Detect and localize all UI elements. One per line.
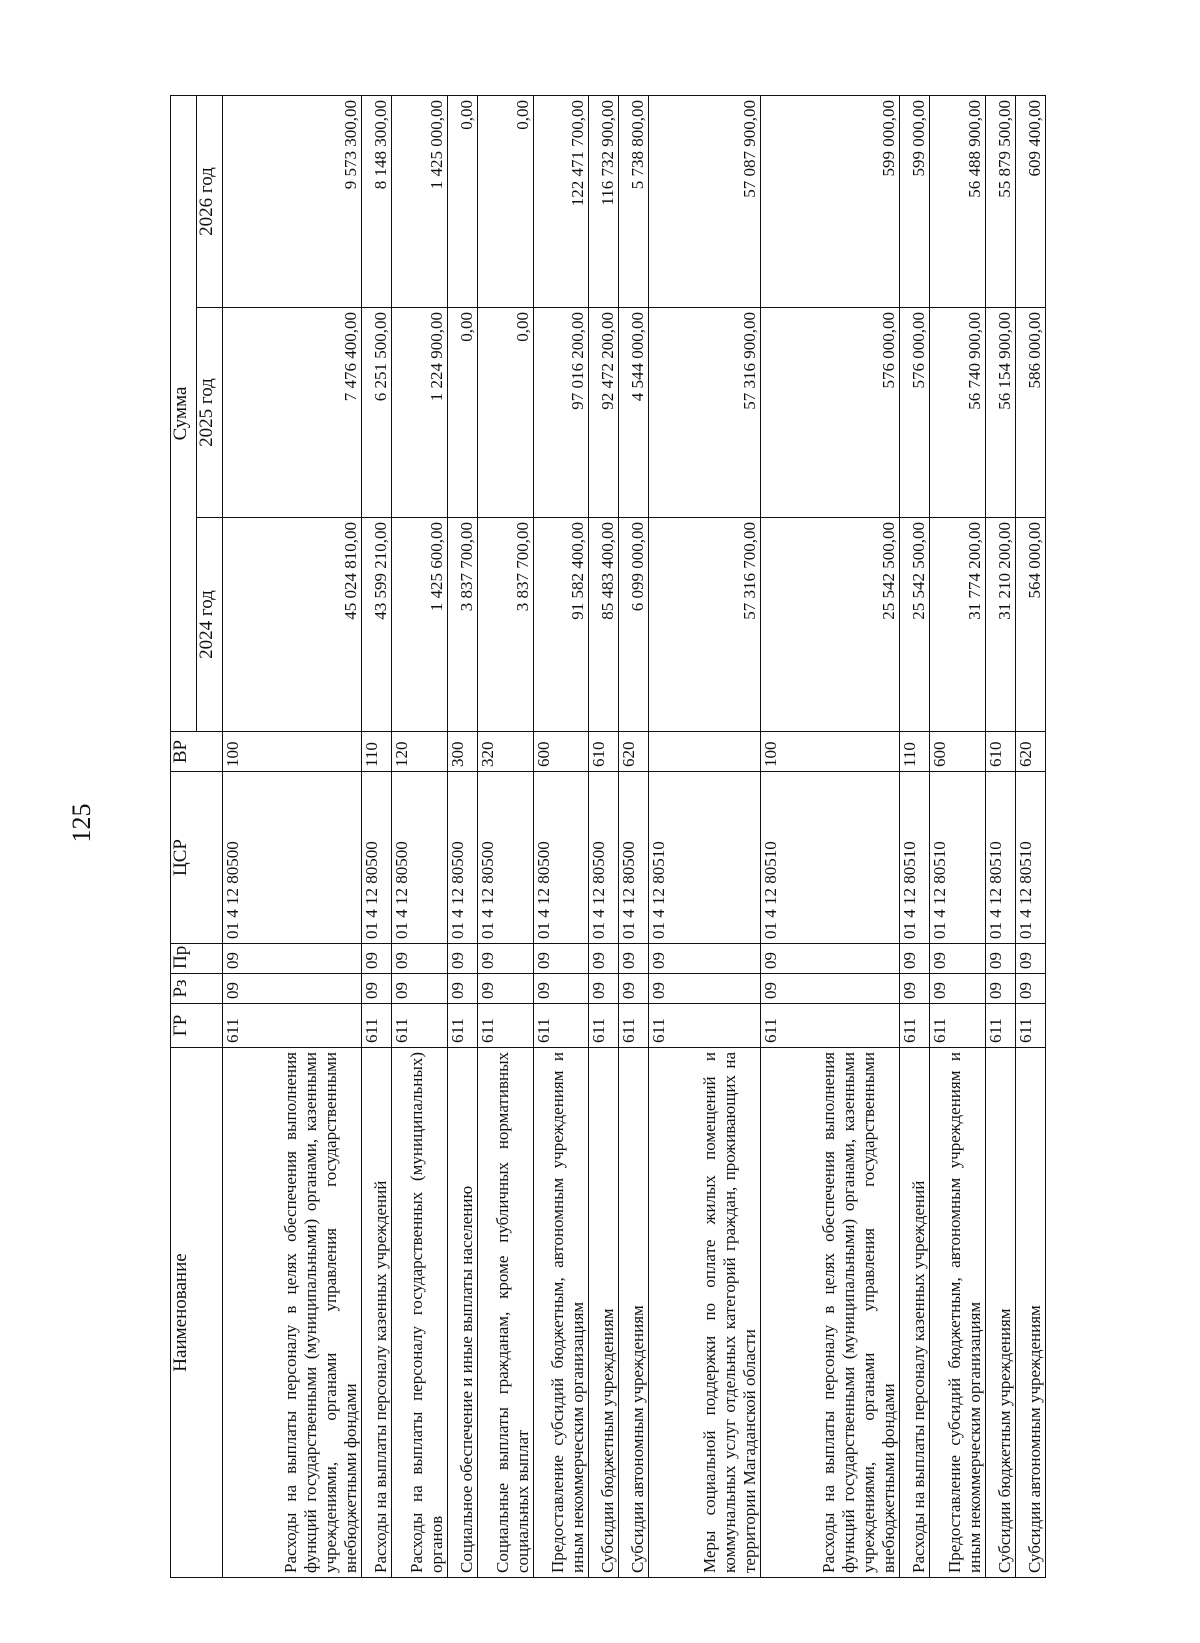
header-vr: ВР xyxy=(171,732,223,772)
row-csr: 01 4 12 80500 xyxy=(447,772,477,944)
row-rz: 09 xyxy=(533,974,589,1004)
rotated-table-wrapper xyxy=(170,96,1046,1578)
row-name: Предоставление субсидий бюджетным, автономным учреждениям и иным некоммерческим организациям xyxy=(533,1048,589,1578)
row-vr: 120 xyxy=(392,732,448,772)
row-pr: 09 xyxy=(477,944,533,974)
row-name: Предоставление субсидий бюджетным, автономным учреждениям и иным некоммерческим организациям xyxy=(929,1048,985,1578)
table-body xyxy=(223,96,1046,1578)
row-gr: 611 xyxy=(760,1004,899,1048)
table-row xyxy=(899,96,929,1578)
row-pr: 09 xyxy=(760,944,899,974)
row-name: Субсидии автономным учреждениям xyxy=(619,1048,649,1578)
row-rz: 09 xyxy=(899,974,929,1004)
row-2024: 564 000,00 xyxy=(1015,518,1045,732)
row-vr: 600 xyxy=(533,732,589,772)
row-rz: 09 xyxy=(929,974,985,1004)
row-gr: 611 xyxy=(533,1004,589,1048)
row-2026: 122 471 700,00 xyxy=(533,96,589,308)
row-gr: 611 xyxy=(1015,1004,1045,1048)
table-row xyxy=(533,96,589,1578)
table-row xyxy=(760,96,899,1578)
row-gr: 611 xyxy=(477,1004,533,1048)
budget-table xyxy=(170,95,1046,1578)
row-2024: 85 483 400,00 xyxy=(589,518,619,732)
row-csr: 01 4 12 80510 xyxy=(929,772,985,944)
row-2025: 56 740 900,00 xyxy=(929,308,985,518)
row-2026: 0,00 xyxy=(447,96,477,308)
row-name: Субсидии бюджетным учреждениям xyxy=(589,1048,619,1578)
row-csr: 01 4 12 80500 xyxy=(619,772,649,944)
header-2025: 2025 год xyxy=(197,308,223,518)
row-rz: 09 xyxy=(649,974,760,1004)
row-vr: 620 xyxy=(619,732,649,772)
page-number: 125 xyxy=(67,803,96,843)
row-pr: 09 xyxy=(223,944,362,974)
header-csr: ЦСР xyxy=(171,772,223,944)
row-2025: 0,00 xyxy=(447,308,477,518)
row-2026: 609 400,00 xyxy=(1015,96,1045,308)
row-rz: 09 xyxy=(985,974,1015,1004)
table-row xyxy=(589,96,619,1578)
row-gr: 611 xyxy=(619,1004,649,1048)
row-vr: 100 xyxy=(760,732,899,772)
row-gr: 611 xyxy=(447,1004,477,1048)
row-csr: 01 4 12 80500 xyxy=(589,772,619,944)
row-2026: 1 425 000,00 xyxy=(392,96,448,308)
row-name: Расходы на выплаты персоналу в целях обеспечения выполнения функций государственными (муниципальными) органами, казенными учреждениями, органами управления государственными внебюджетными фондами xyxy=(760,1048,899,1578)
row-2025: 92 472 200,00 xyxy=(589,308,619,518)
row-pr: 09 xyxy=(392,944,448,974)
row-csr: 01 4 12 80500 xyxy=(477,772,533,944)
row-vr: 110 xyxy=(899,732,929,772)
row-2024: 25 542 500,00 xyxy=(760,518,899,732)
row-2026: 55 879 500,00 xyxy=(985,96,1015,308)
row-name: Субсидии автономным учреждениям xyxy=(1015,1048,1045,1578)
row-gr: 611 xyxy=(929,1004,985,1048)
row-pr: 09 xyxy=(533,944,589,974)
row-pr: 09 xyxy=(362,944,392,974)
header-2026: 2026 год xyxy=(197,96,223,308)
row-2024: 91 582 400,00 xyxy=(533,518,589,732)
row-2025: 586 000,00 xyxy=(1015,308,1045,518)
row-gr: 611 xyxy=(223,1004,362,1048)
row-vr: 300 xyxy=(447,732,477,772)
row-vr: 610 xyxy=(985,732,1015,772)
header-rz: Рз xyxy=(171,974,223,1004)
row-rz: 09 xyxy=(223,974,362,1004)
row-csr: 01 4 12 80510 xyxy=(899,772,929,944)
row-2025: 6 251 500,00 xyxy=(362,308,392,518)
header-pr: Пр xyxy=(171,944,223,974)
row-2024: 3 837 700,00 xyxy=(477,518,533,732)
row-rz: 09 xyxy=(362,974,392,1004)
row-2024: 6 099 000,00 xyxy=(619,518,649,732)
table-row xyxy=(985,96,1015,1578)
row-name: Социальные выплаты гражданам, кроме публичных нормативных социальных выплат xyxy=(477,1048,533,1578)
row-pr: 09 xyxy=(929,944,985,974)
row-2026: 9 573 300,00 xyxy=(223,96,362,308)
row-pr: 09 xyxy=(899,944,929,974)
row-gr: 611 xyxy=(392,1004,448,1048)
table-row xyxy=(929,96,985,1578)
row-name: Социальное обеспечение и иные выплаты населению xyxy=(447,1048,477,1578)
row-2025: 56 154 900,00 xyxy=(985,308,1015,518)
row-csr: 01 4 12 80510 xyxy=(760,772,899,944)
row-2025: 576 000,00 xyxy=(760,308,899,518)
row-csr: 01 4 12 80510 xyxy=(649,772,760,944)
table-row xyxy=(649,96,760,1578)
row-gr: 611 xyxy=(649,1004,760,1048)
table-row xyxy=(1015,96,1045,1578)
row-rz: 09 xyxy=(619,974,649,1004)
row-pr: 09 xyxy=(985,944,1015,974)
row-2026: 8 148 300,00 xyxy=(362,96,392,308)
table-row xyxy=(477,96,533,1578)
row-gr: 611 xyxy=(985,1004,1015,1048)
row-name: Расходы на выплаты персоналу казенных учреждений xyxy=(362,1048,392,1578)
row-2025: 7 476 400,00 xyxy=(223,308,362,518)
row-2024: 1 425 600,00 xyxy=(392,518,448,732)
table-row xyxy=(362,96,392,1578)
header-name: Наименование xyxy=(171,1048,223,1578)
row-name: Расходы на выплаты персоналу государственных (муниципальных) органов xyxy=(392,1048,448,1578)
row-name: Меры социальной поддержки по оплате жилых помещений и коммунальных услуг отдельных категорий граждан, проживающих на территории Магаданской области xyxy=(649,1048,760,1578)
header-2024: 2024 год xyxy=(197,518,223,732)
row-2024: 43 599 210,00 xyxy=(362,518,392,732)
row-2024: 45 024 810,00 xyxy=(223,518,362,732)
row-gr: 611 xyxy=(362,1004,392,1048)
row-csr: 01 4 12 80500 xyxy=(223,772,362,944)
row-csr: 01 4 12 80510 xyxy=(1015,772,1045,944)
table-header xyxy=(171,96,223,1578)
row-rz: 09 xyxy=(477,974,533,1004)
row-2026: 0,00 xyxy=(477,96,533,308)
row-vr: 610 xyxy=(589,732,619,772)
row-name: Субсидии бюджетным учреждениям xyxy=(985,1048,1015,1578)
row-2025: 57 316 900,00 xyxy=(649,308,760,518)
row-2025: 0,00 xyxy=(477,308,533,518)
row-pr: 09 xyxy=(649,944,760,974)
table-row xyxy=(223,96,362,1578)
row-2026: 57 087 900,00 xyxy=(649,96,760,308)
row-2024: 31 774 200,00 xyxy=(929,518,985,732)
row-pr: 09 xyxy=(447,944,477,974)
header-sum: Сумма xyxy=(171,96,197,732)
row-2025: 576 000,00 xyxy=(899,308,929,518)
row-gr: 611 xyxy=(589,1004,619,1048)
row-pr: 09 xyxy=(589,944,619,974)
row-2025: 4 544 000,00 xyxy=(619,308,649,518)
row-pr: 09 xyxy=(1015,944,1045,974)
row-vr: 320 xyxy=(477,732,533,772)
row-csr: 01 4 12 80500 xyxy=(392,772,448,944)
row-2024: 57 316 700,00 xyxy=(649,518,760,732)
row-2025: 1 224 900,00 xyxy=(392,308,448,518)
row-csr: 01 4 12 80510 xyxy=(985,772,1015,944)
row-csr: 01 4 12 80500 xyxy=(362,772,392,944)
row-rz: 09 xyxy=(392,974,448,1004)
row-gr: 611 xyxy=(899,1004,929,1048)
row-2024: 3 837 700,00 xyxy=(447,518,477,732)
row-vr: 100 xyxy=(223,732,362,772)
row-vr xyxy=(649,732,760,772)
row-name: Расходы на выплаты персоналу казенных учреждений xyxy=(899,1048,929,1578)
row-csr: 01 4 12 80500 xyxy=(533,772,589,944)
row-2025: 97 016 200,00 xyxy=(533,308,589,518)
row-2026: 5 738 800,00 xyxy=(619,96,649,308)
table-row xyxy=(392,96,448,1578)
row-rz: 09 xyxy=(1015,974,1045,1004)
row-vr: 620 xyxy=(1015,732,1045,772)
row-pr: 09 xyxy=(619,944,649,974)
table-row xyxy=(447,96,477,1578)
row-2026: 116 732 900,00 xyxy=(589,96,619,308)
row-name: Расходы на выплаты персоналу в целях обеспечения выполнения функций государственными (муниципальными) органами, казенными учреждениями, органами управления государственными внебюджетными фондами xyxy=(223,1048,362,1578)
row-2026: 599 000,00 xyxy=(760,96,899,308)
row-rz: 09 xyxy=(589,974,619,1004)
row-rz: 09 xyxy=(447,974,477,1004)
header-gr: ГР xyxy=(171,1004,223,1048)
row-2026: 599 000,00 xyxy=(899,96,929,308)
row-vr: 600 xyxy=(929,732,985,772)
row-2024: 31 210 200,00 xyxy=(985,518,1015,732)
row-rz: 09 xyxy=(760,974,899,1004)
row-2024: 25 542 500,00 xyxy=(899,518,929,732)
table-row xyxy=(619,96,649,1578)
row-2026: 56 488 900,00 xyxy=(929,96,985,308)
row-vr: 110 xyxy=(362,732,392,772)
